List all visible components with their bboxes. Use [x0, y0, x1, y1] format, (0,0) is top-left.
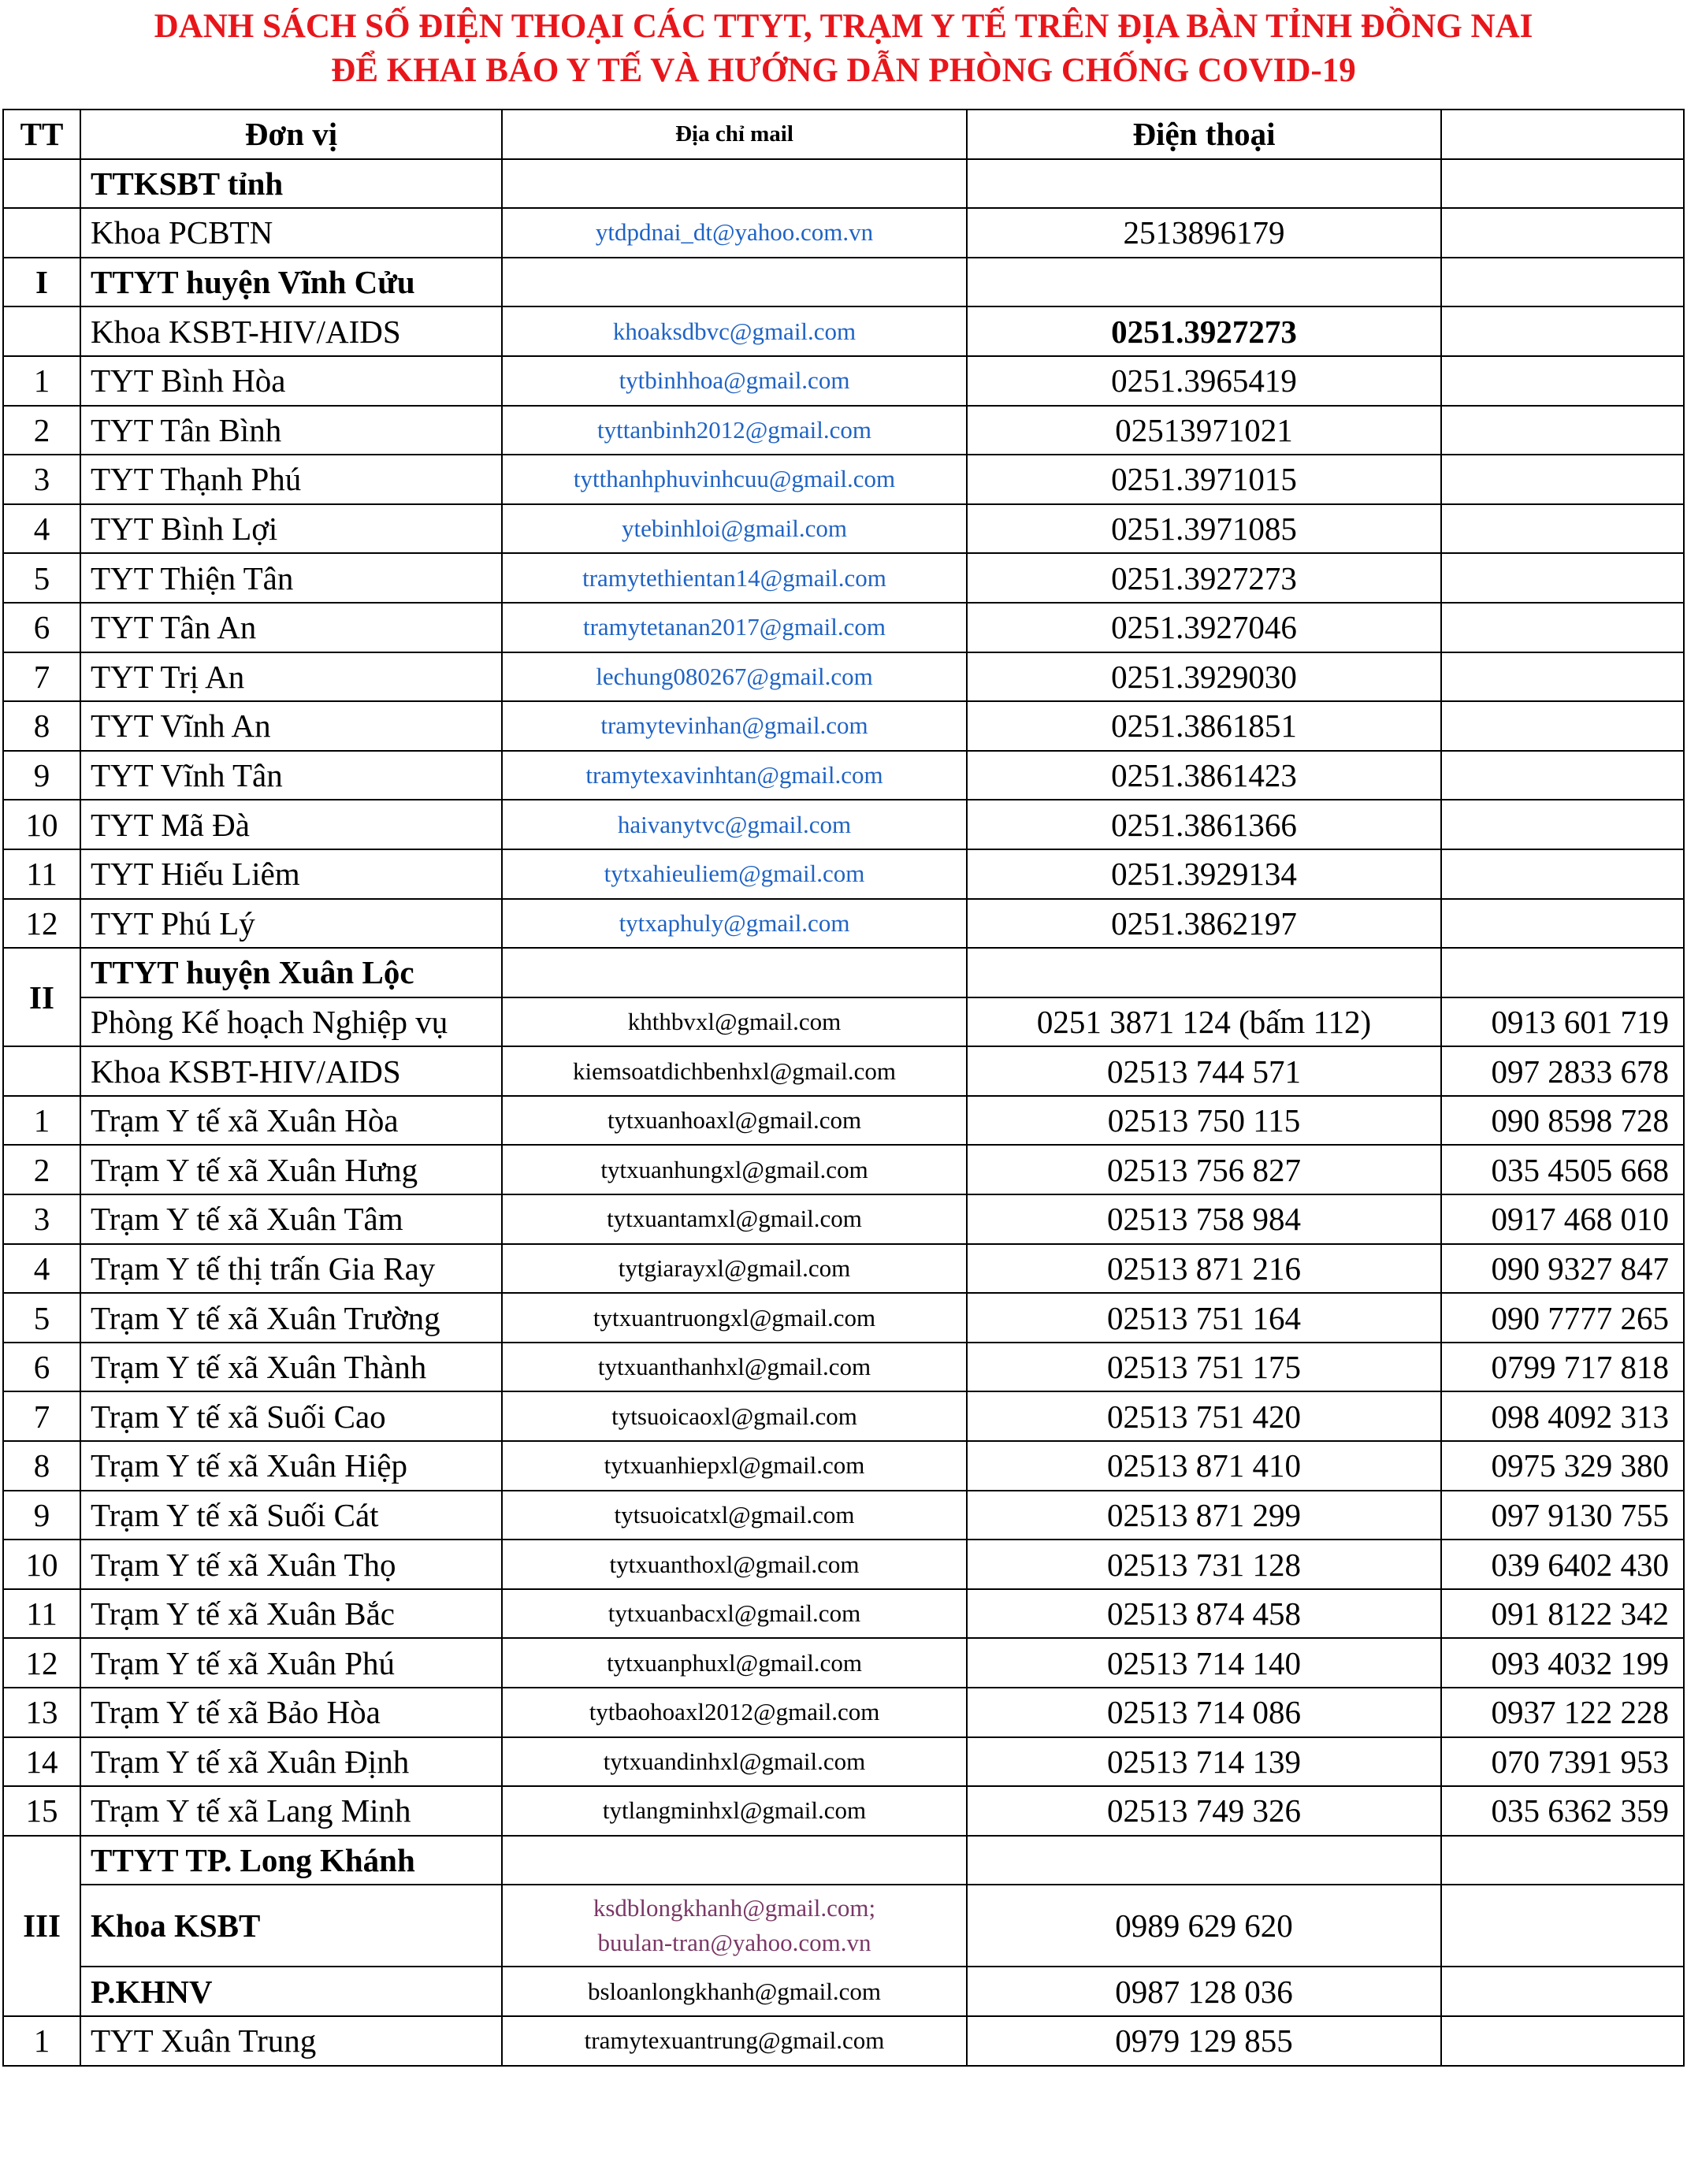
- row-phone: 0251.3927273: [967, 306, 1441, 356]
- row-mail: lechung080267@gmail.com: [502, 652, 967, 702]
- row-phone2: 035 6362 359: [1441, 1786, 1684, 1836]
- row-mail: ytdpdnai_dt@yahoo.com.vn: [502, 208, 967, 258]
- table-row: [3, 800, 1684, 849]
- row-phone: 02513 756 827: [967, 1145, 1441, 1194]
- row-unit: Phòng Kế hoạch Nghiệp vụ: [80, 997, 502, 1047]
- table-row: [3, 701, 1684, 751]
- table-row: [3, 1786, 1684, 1836]
- row-phone2: [1441, 406, 1684, 455]
- row-phone2: [1441, 948, 1684, 997]
- row-unit: Trạm Y tế xã Xuân Thọ: [80, 1540, 502, 1589]
- row-tt: 1: [3, 356, 80, 406]
- row-phone2: 090 9327 847: [1441, 1244, 1684, 1294]
- row-phone: [967, 948, 1441, 997]
- table-row: [3, 258, 1684, 307]
- row-tt: [3, 306, 80, 356]
- row-phone2: [1441, 553, 1684, 603]
- row-mail: [502, 948, 967, 997]
- table-row: [3, 1244, 1684, 1294]
- row-mail: tytxuanbacxl@gmail.com: [502, 1589, 967, 1639]
- row-phone2: [1441, 356, 1684, 406]
- row-phone2: [1441, 258, 1684, 307]
- row-tt: 3: [3, 455, 80, 504]
- row-mail: tytthanhphuvinhcuu@gmail.com: [502, 455, 967, 504]
- row-mail: tytsuoicatxl@gmail.com: [502, 1491, 967, 1540]
- row-tt: 3: [3, 1194, 80, 1244]
- table-row: [3, 1194, 1684, 1244]
- row-mail: tytsuoicaoxl@gmail.com: [502, 1391, 967, 1441]
- row-phone2: 0937 122 228: [1441, 1688, 1684, 1737]
- row-phone2: [1441, 849, 1684, 899]
- table-row: [3, 455, 1684, 504]
- row-tt: 14: [3, 1737, 80, 1787]
- row-tt: II: [3, 948, 80, 1046]
- row-mail: bsloanlongkhanh@gmail.com: [502, 1967, 967, 2016]
- row-unit: TYT Thạnh Phú: [80, 455, 502, 504]
- table-row: [3, 1688, 1684, 1737]
- row-unit: P.KHNV: [80, 1967, 502, 2016]
- table-row: [3, 1885, 1684, 1967]
- row-unit: Trạm Y tế xã Lang Minh: [80, 1786, 502, 1836]
- table-row: [3, 208, 1684, 258]
- row-mail: tytxuandinhxl@gmail.com: [502, 1737, 967, 1787]
- row-phone: 02513 744 571: [967, 1046, 1441, 1096]
- row-mail: tytxaphuly@gmail.com: [502, 899, 967, 949]
- table-row: [3, 1293, 1684, 1343]
- table-row: [3, 1096, 1684, 1146]
- row-mail: ksdblongkhanh@gmail.com;: [593, 1894, 876, 1922]
- row-mail-cell: [502, 1885, 967, 1967]
- table-row: [3, 1540, 1684, 1589]
- table-row: [3, 1589, 1684, 1639]
- row-tt: 11: [3, 849, 80, 899]
- row-phone2: 039 6402 430: [1441, 1540, 1684, 1589]
- row-tt: 10: [3, 800, 80, 849]
- row-tt: 1: [3, 2016, 80, 2066]
- row-phone: [967, 258, 1441, 307]
- row-phone2: [1441, 159, 1684, 209]
- document-title: [0, 5, 1687, 93]
- row-phone2: [1441, 701, 1684, 751]
- row-mail: kiemsoatdichbenhxl@gmail.com: [502, 1046, 967, 1096]
- row-phone2: 0913 601 719: [1441, 997, 1684, 1047]
- table-row: [3, 1391, 1684, 1441]
- row-unit: Khoa KSBT: [80, 1885, 502, 1967]
- row-tt: 4: [3, 1244, 80, 1294]
- row-mail: khthbvxl@gmail.com: [502, 997, 967, 1047]
- row-tt: 7: [3, 652, 80, 702]
- row-phone2: 070 7391 953: [1441, 1737, 1684, 1787]
- row-phone: 0251.3861851: [967, 701, 1441, 751]
- row-mail: [502, 1836, 967, 1885]
- row-phone: 02513 749 326: [967, 1786, 1441, 1836]
- row-mail: khoaksdbvc@gmail.com: [502, 306, 967, 356]
- row-unit: TTYT TP. Long Khánh: [80, 1836, 502, 1885]
- row-phone2: 090 8598 728: [1441, 1096, 1684, 1146]
- row-tt: 11: [3, 1589, 80, 1639]
- row-mail: tramytexavinhtan@gmail.com: [502, 751, 967, 800]
- row-phone: 02513 751 420: [967, 1391, 1441, 1441]
- row-tt: 8: [3, 1441, 80, 1491]
- row-phone2: [1441, 800, 1684, 849]
- row-unit: TYT Trị An: [80, 652, 502, 702]
- row-phone: 0251.3861423: [967, 751, 1441, 800]
- row-mail: tytlangminhxl@gmail.com: [502, 1786, 967, 1836]
- row-phone2: [1441, 306, 1684, 356]
- row-unit: Khoa PCBTN: [80, 208, 502, 258]
- row-unit: TTKSBT tỉnh: [80, 159, 502, 209]
- row-phone2: 0799 717 818: [1441, 1343, 1684, 1392]
- row-tt: 7: [3, 1391, 80, 1441]
- row-tt: 8: [3, 701, 80, 751]
- row-unit: Trạm Y tế xã Xuân Hưng: [80, 1145, 502, 1194]
- row-unit: TYT Bình Hòa: [80, 356, 502, 406]
- row-mail: tytbaohoaxl2012@gmail.com: [502, 1688, 967, 1737]
- row-phone2: 035 4505 668: [1441, 1145, 1684, 1194]
- row-phone: [967, 159, 1441, 209]
- row-unit: Trạm Y tế xã Xuân Hiệp: [80, 1441, 502, 1491]
- table-row: [3, 356, 1684, 406]
- row-phone2: 0975 329 380: [1441, 1441, 1684, 1491]
- row-phone2: [1441, 455, 1684, 504]
- table-row: [3, 997, 1684, 1047]
- row-mail: tytxuanthanhxl@gmail.com: [502, 1343, 967, 1392]
- row-phone: 0251.3929030: [967, 652, 1441, 702]
- row-unit: Trạm Y tế xã Xuân Định: [80, 1737, 502, 1787]
- row-mail: tytxuantruongxl@gmail.com: [502, 1293, 967, 1343]
- row-tt: 6: [3, 1343, 80, 1392]
- row-tt: 12: [3, 1638, 80, 1688]
- row-phone: 02513 758 984: [967, 1194, 1441, 1244]
- row-tt: 9: [3, 751, 80, 800]
- row-phone: 0251.3971085: [967, 504, 1441, 554]
- row-unit: TTYT huyện Xuân Lộc: [80, 948, 502, 997]
- row-tt: 13: [3, 1688, 80, 1737]
- row-unit: Trạm Y tế thị trấn Gia Ray: [80, 1244, 502, 1294]
- row-mail: tyttanbinh2012@gmail.com: [502, 406, 967, 455]
- row-unit: TYT Vĩnh An: [80, 701, 502, 751]
- table-row: [3, 1343, 1684, 1392]
- row-mail: tytxuanthoxl@gmail.com: [502, 1540, 967, 1589]
- header-extra: [1441, 110, 1684, 159]
- row-tt: 5: [3, 553, 80, 603]
- table-row: [3, 849, 1684, 899]
- table-row: [3, 751, 1684, 800]
- row-tt: [3, 1046, 80, 1096]
- table-row: [3, 1836, 1684, 1885]
- row-mail: haivanytvc@gmail.com: [502, 800, 967, 849]
- header-mail: Địa chỉ mail: [502, 110, 967, 159]
- row-phone: 02513 871 299: [967, 1491, 1441, 1540]
- row-phone2: [1441, 1836, 1684, 1885]
- row-unit: TYT Mã Đà: [80, 800, 502, 849]
- row-phone2: [1441, 652, 1684, 702]
- row-mail: tytgiarayxl@gmail.com: [502, 1244, 967, 1294]
- table-row: [3, 504, 1684, 554]
- row-phone: 0979 129 855: [967, 2016, 1441, 2066]
- row-phone: 0251.3965419: [967, 356, 1441, 406]
- row-mail: tytbinhhoa@gmail.com: [502, 356, 967, 406]
- row-phone: 02513 871 410: [967, 1441, 1441, 1491]
- row-phone: 0251.3927046: [967, 603, 1441, 652]
- row-phone: 0251.3861366: [967, 800, 1441, 849]
- row-unit: Khoa KSBT-HIV/AIDS: [80, 1046, 502, 1096]
- row-mail: [502, 159, 967, 209]
- row-phone2: [1441, 899, 1684, 949]
- row-unit: Trạm Y tế xã Xuân Tâm: [80, 1194, 502, 1244]
- row-phone: 02513 874 458: [967, 1589, 1441, 1639]
- row-phone2: 090 7777 265: [1441, 1293, 1684, 1343]
- row-unit: Trạm Y tế xã Xuân Trường: [80, 1293, 502, 1343]
- row-tt: [3, 159, 80, 209]
- row-phone2: 091 8122 342: [1441, 1589, 1684, 1639]
- row-unit: Trạm Y tế xã Xuân Hòa: [80, 1096, 502, 1146]
- row-unit: TYT Bình Lợi: [80, 504, 502, 554]
- row-tt: [3, 208, 80, 258]
- table-row: [3, 603, 1684, 652]
- title-line-1: DANH SÁCH SỐ ĐIỆN THOẠI CÁC TTYT, TRẠM Y TẾ TRÊN ĐỊA BÀN TỈNH ĐỒNG NAI: [154, 8, 1533, 45]
- row-unit: TYT Xuân Trung: [80, 2016, 502, 2066]
- row-mail: ytebinhloi@gmail.com: [502, 504, 967, 554]
- row-phone: 2513896179: [967, 208, 1441, 258]
- table-row: [3, 899, 1684, 949]
- row-tt: 6: [3, 603, 80, 652]
- table-row: [3, 948, 1684, 997]
- row-tt: 4: [3, 504, 80, 554]
- title-line-2: ĐỂ KHAI BÁO Y TẾ VÀ HƯỚNG DẪN PHÒNG CHỐNG COVID-19: [331, 52, 1356, 89]
- row-unit: Trạm Y tế xã Xuân Thành: [80, 1343, 502, 1392]
- row-mail: tytxuanphuxl@gmail.com: [502, 1638, 967, 1688]
- row-mail: [502, 258, 967, 307]
- header-tt: TT: [3, 110, 80, 159]
- row-phone: 02513 731 128: [967, 1540, 1441, 1589]
- row-mail: tramytetanan2017@gmail.com: [502, 603, 967, 652]
- header-unit: Đơn vị: [80, 110, 502, 159]
- row-phone2: 098 4092 313: [1441, 1391, 1684, 1441]
- header-phone: Điện thoại: [967, 110, 1441, 159]
- row-phone2: [1441, 2016, 1684, 2066]
- row-phone2: 097 9130 755: [1441, 1491, 1684, 1540]
- row-mail: tytxuanhoaxl@gmail.com: [502, 1096, 967, 1146]
- row-phone: 0251.3929134: [967, 849, 1441, 899]
- table-row: [3, 1737, 1684, 1787]
- table-row: [3, 406, 1684, 455]
- row-unit: TTYT huyện Vĩnh Cửu: [80, 258, 502, 307]
- table-row: [3, 159, 1684, 209]
- row-unit: TYT Thiện Tân: [80, 553, 502, 603]
- row-mail: tytxuantamxl@gmail.com: [502, 1194, 967, 1244]
- row-phone: 02513 714 139: [967, 1737, 1441, 1787]
- row-tt: 2: [3, 1145, 80, 1194]
- row-unit: TYT Tân An: [80, 603, 502, 652]
- row-phone2: 093 4032 199: [1441, 1638, 1684, 1688]
- row-phone2: [1441, 603, 1684, 652]
- table-header-row: [3, 110, 1684, 159]
- row-mail: tytxuanhungxl@gmail.com: [502, 1145, 967, 1194]
- row-unit: Trạm Y tế xã Suối Cát: [80, 1491, 502, 1540]
- table-row: [3, 1638, 1684, 1688]
- row-tt: 2: [3, 406, 80, 455]
- row-tt: 1: [3, 1096, 80, 1146]
- row-phone2: [1441, 1885, 1684, 1967]
- row-phone2: [1441, 1967, 1684, 2016]
- phone-directory-table: [2, 109, 1685, 2067]
- row-unit: Trạm Y tế xã Xuân Phú: [80, 1638, 502, 1688]
- row-unit: TYT Vĩnh Tân: [80, 751, 502, 800]
- row-phone: 02513 751 164: [967, 1293, 1441, 1343]
- row-tt: 12: [3, 899, 80, 949]
- row-tt: I: [3, 258, 80, 307]
- row-phone2: [1441, 751, 1684, 800]
- row-tt: 10: [3, 1540, 80, 1589]
- row-unit: Trạm Y tế xã Xuân Bắc: [80, 1589, 502, 1639]
- row-phone: 0989 629 620: [967, 1885, 1441, 1967]
- row-phone2: [1441, 208, 1684, 258]
- row-phone: [967, 1836, 1441, 1885]
- table-row: [3, 306, 1684, 356]
- row-phone2: 097 2833 678: [1441, 1046, 1684, 1096]
- row-mail: tytxuanhiepxl@gmail.com: [502, 1441, 967, 1491]
- row-unit: Khoa KSBT-HIV/AIDS: [80, 306, 502, 356]
- row-phone2: 0917 468 010: [1441, 1194, 1684, 1244]
- row-mail-secondary: buulan-tran@yahoo.com.vn: [597, 1929, 871, 1957]
- row-phone: 02513 714 140: [967, 1638, 1441, 1688]
- row-phone: 02513 750 115: [967, 1096, 1441, 1146]
- table-row: [3, 1967, 1684, 2016]
- row-unit: TYT Phú Lý: [80, 899, 502, 949]
- row-phone: 02513 714 086: [967, 1688, 1441, 1737]
- row-phone2: [1441, 504, 1684, 554]
- row-tt: 5: [3, 1293, 80, 1343]
- row-mail: tytxahieuliem@gmail.com: [502, 849, 967, 899]
- row-tt: III: [3, 1836, 80, 2016]
- row-unit: Trạm Y tế xã Suối Cao: [80, 1391, 502, 1441]
- row-phone: 02513 751 175: [967, 1343, 1441, 1392]
- row-phone: 0987 128 036: [967, 1967, 1441, 2016]
- table-row: [3, 1145, 1684, 1194]
- table-row: [3, 1441, 1684, 1491]
- table-row: [3, 1046, 1684, 1096]
- row-mail: tramytexuantrung@gmail.com: [502, 2016, 967, 2066]
- row-tt: 9: [3, 1491, 80, 1540]
- row-phone: 0251.3862197: [967, 899, 1441, 949]
- row-mail: tramytevinhan@gmail.com: [502, 701, 967, 751]
- row-unit: TYT Hiếu Liêm: [80, 849, 502, 899]
- table-row: [3, 2016, 1684, 2066]
- row-phone: 0251.3971015: [967, 455, 1441, 504]
- table-row: [3, 1491, 1684, 1540]
- row-unit: TYT Tân Bình: [80, 406, 502, 455]
- row-mail: tramytethientan14@gmail.com: [502, 553, 967, 603]
- row-phone: 0251 3871 124 (bấm 112): [967, 997, 1441, 1047]
- row-phone: 0251.3927273: [967, 553, 1441, 603]
- row-unit: Trạm Y tế xã Bảo Hòa: [80, 1688, 502, 1737]
- table-row: [3, 652, 1684, 702]
- table-row: [3, 553, 1684, 603]
- row-phone: 02513 871 216: [967, 1244, 1441, 1294]
- row-phone: 02513971021: [967, 406, 1441, 455]
- row-tt: 15: [3, 1786, 80, 1836]
